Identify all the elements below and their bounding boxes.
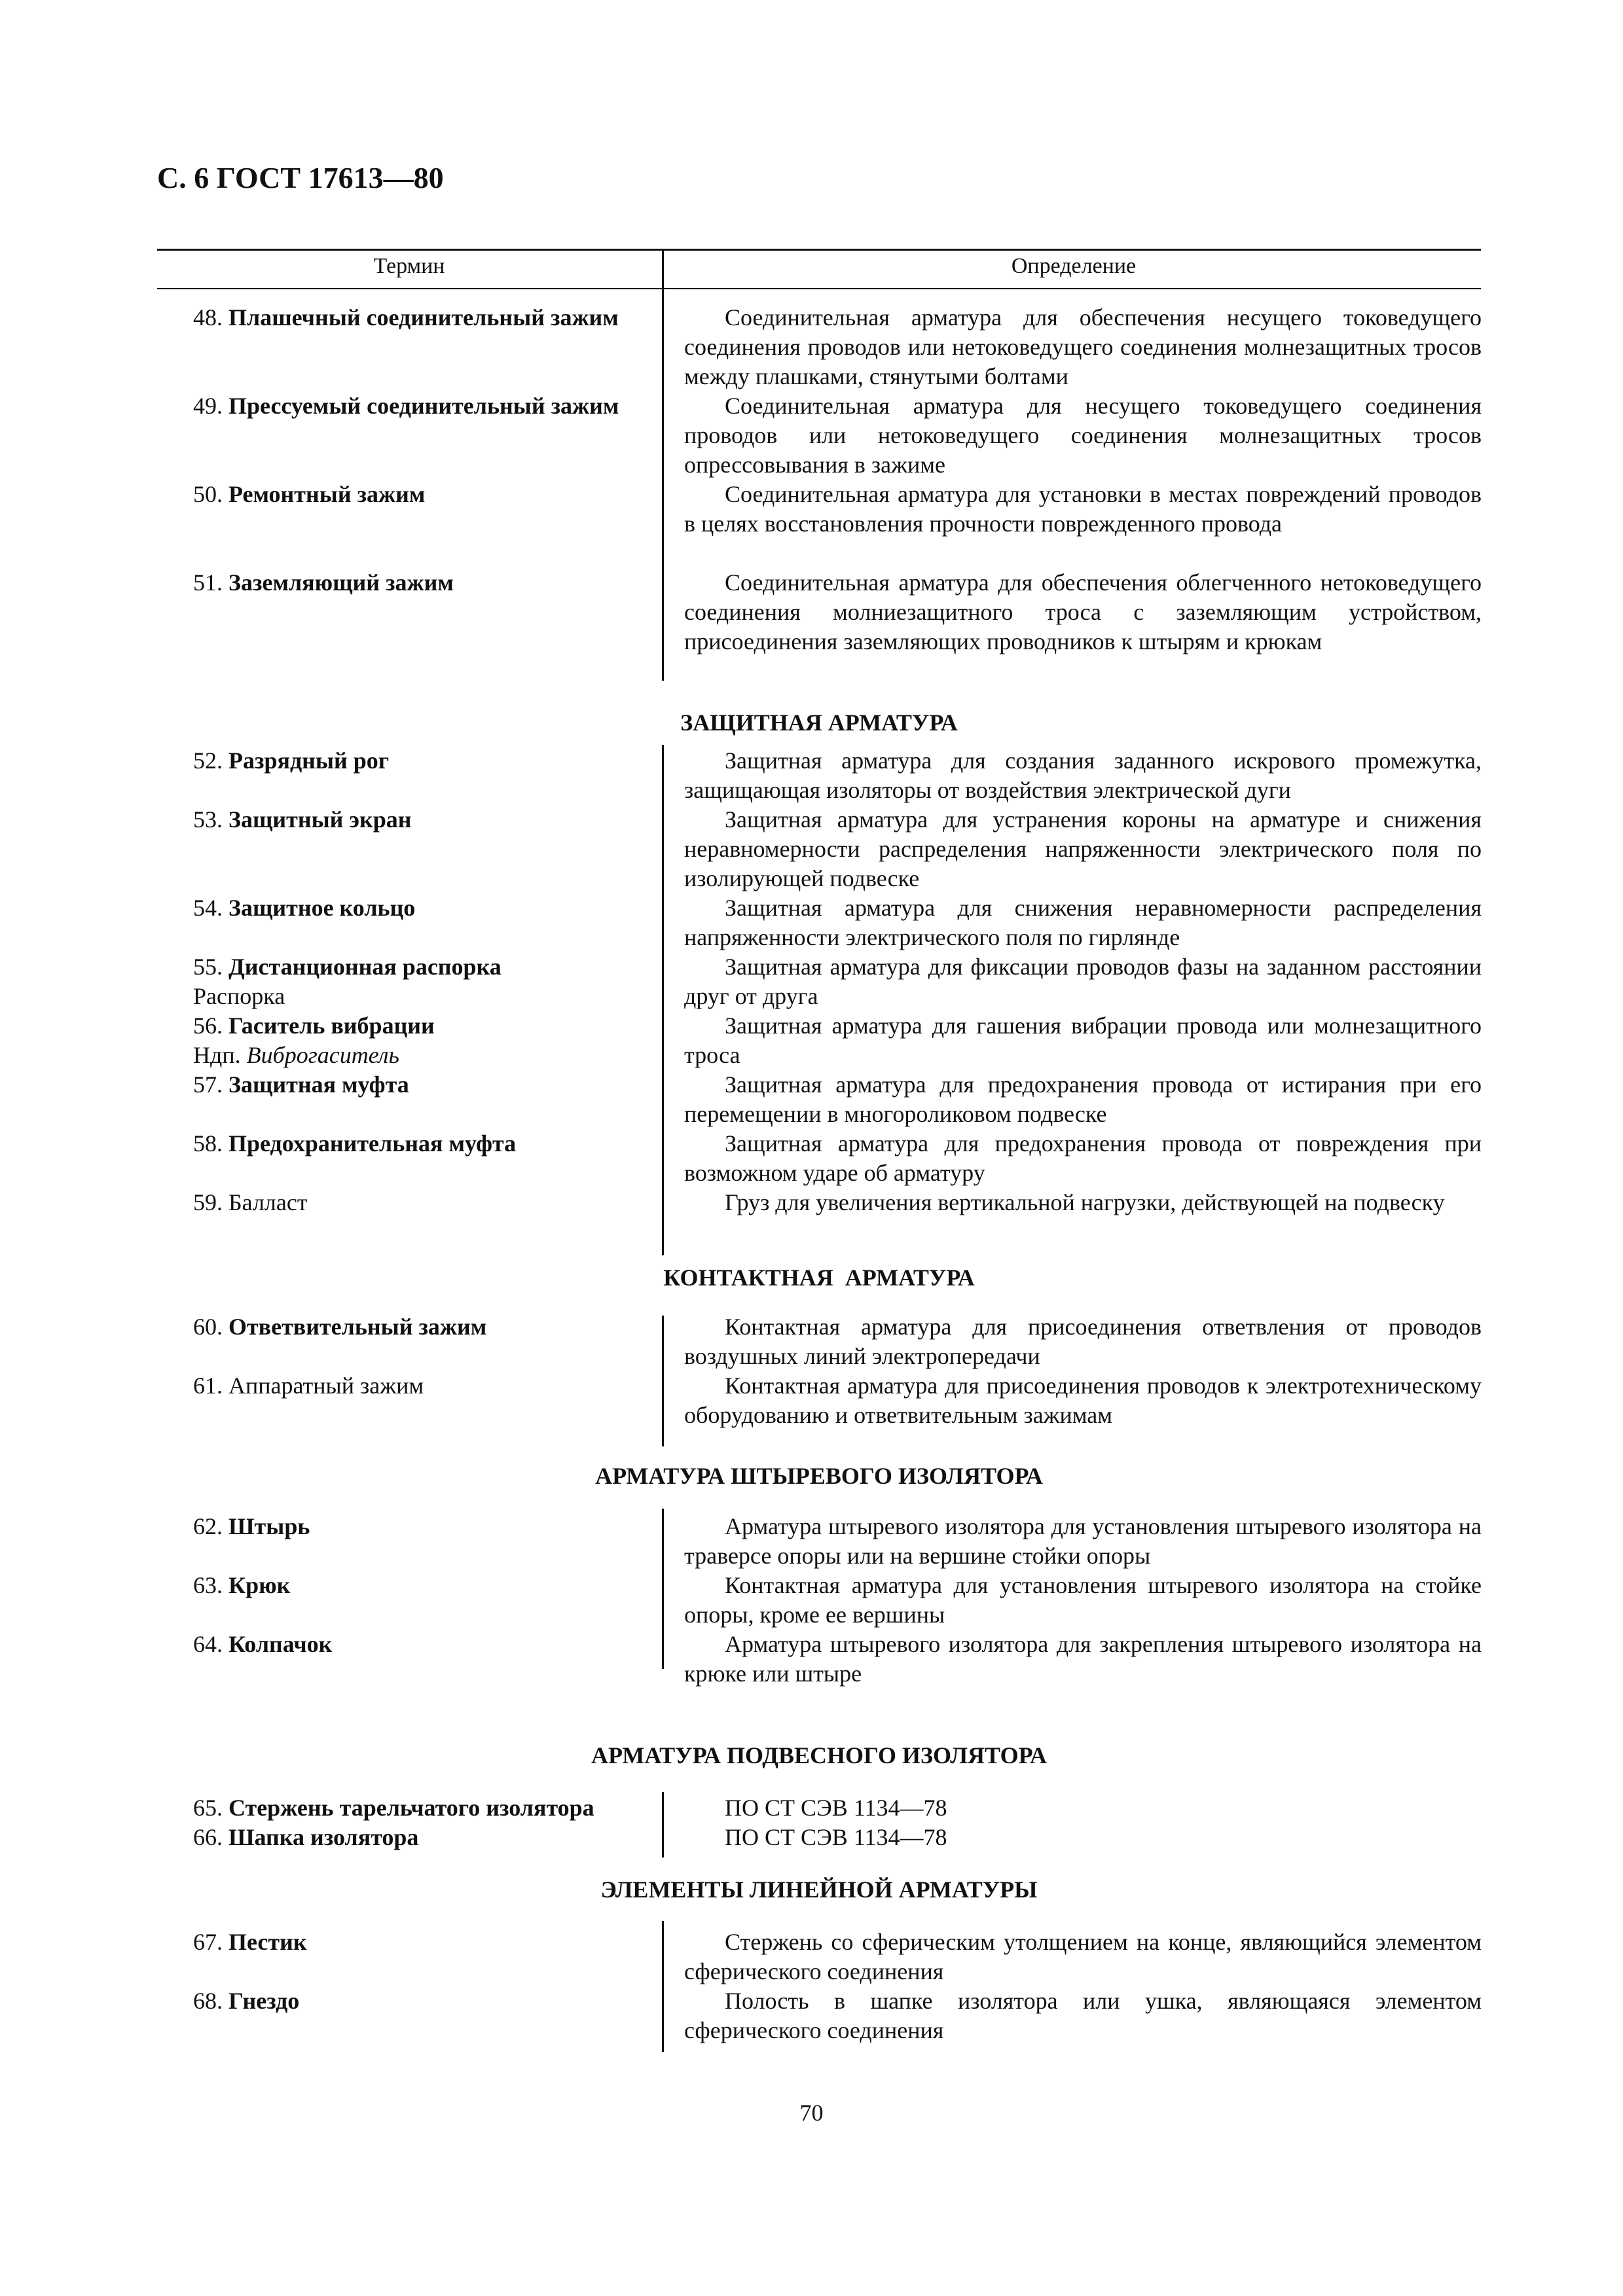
section-title: АРМАТУРА ПОДВЕСНОГО ИЗОЛЯТОРА bbox=[591, 1742, 1047, 1768]
definition-row: ПО СТ СЭВ 1134—78 bbox=[725, 1824, 947, 1850]
term-row: 49. Прессуемый соединительный зажим bbox=[193, 393, 619, 419]
column-header-term: Термин bbox=[373, 254, 445, 278]
section-title: КОНТАКТНАЯ АРМАТУРА bbox=[663, 1265, 975, 1291]
definition-row: Соединительная арматура для несущего токоведущего соединения проводов или нетоковедущего соединения молнезащитных тросов опрессовывания в зажиме bbox=[684, 393, 1482, 478]
definition-row: Защитная арматура для гашения вибрации провода или молнезащитного троса bbox=[684, 1013, 1482, 1068]
term-row: 58. Предохранительная муфта bbox=[193, 1130, 517, 1157]
term-row: 67. Пестик bbox=[193, 1929, 307, 1955]
definition-row: Защитная арматура для фиксации проводов фазы на заданном расстоянии друг от друга bbox=[684, 954, 1482, 1009]
column-divider bbox=[662, 1792, 664, 1857]
page-header: С. 6 ГОСТ 17613—80 bbox=[157, 161, 444, 194]
table-header-rule bbox=[157, 288, 1481, 289]
definition-row: Защитная арматура для предохранения провода от повреждения при возможном ударе об арматуру bbox=[684, 1130, 1482, 1186]
term-row: 62. Штырь bbox=[193, 1513, 310, 1539]
term-row: 50. Ремонтный зажим bbox=[193, 481, 426, 507]
section-title: ЭЛЕМЕНТЫ ЛИНЕЙНОЙ АРМАТУРЫ bbox=[600, 1876, 1038, 1903]
term-row: 64. Колпачок bbox=[193, 1631, 333, 1657]
definition-row: Соединительная арматура для обеспечения облегченного нетоковедущего соединения молниезащитного троса с заземляющим устройством, присоединения заземляющих проводников к штырям и крюкам bbox=[684, 569, 1482, 655]
definition-row: Стержень со сферическим утолщением на конце, являющийся элементом сферического соединения bbox=[684, 1929, 1482, 1984]
definition-row: Контактная арматура для установления штыревого изолятора на стойке опоры, кроме ее вершины bbox=[684, 1572, 1482, 1628]
table-top-rule bbox=[157, 249, 1481, 251]
term-row: 57. Защитная муфта bbox=[193, 1071, 409, 1098]
term-row: 68. Гнездо bbox=[193, 1988, 300, 2014]
definition-row: Защитная арматура для предохранения провода от истирания при его перемещении в многороликовом подвеске bbox=[684, 1071, 1482, 1127]
definition-row: Защитная арматура для создания заданного искрового промежутка, защищающая изоляторы от воздействия электрической дуги bbox=[684, 747, 1482, 803]
column-divider bbox=[662, 1509, 664, 1669]
definition-row: Арматура штыревого изолятора для закрепления штыревого изолятора на крюке или штыре bbox=[684, 1631, 1482, 1687]
term-row: 60. Ответвительный зажим bbox=[193, 1314, 487, 1340]
term-row: 52. Разрядный рог bbox=[193, 747, 390, 774]
page-number: 70 bbox=[799, 2100, 824, 2126]
term-row: 54. Защитное кольцо bbox=[193, 895, 416, 921]
column-divider bbox=[662, 745, 664, 1255]
definition-row: Защитная арматура для снижения неравномерности распределения напряженности электрического поля по гирлянде bbox=[684, 895, 1482, 950]
column-divider bbox=[662, 1316, 664, 1446]
term-row: 48. Плашечный соединительный зажим bbox=[193, 304, 619, 331]
term-row: 65. Стержень тарельчатого изолятора bbox=[193, 1795, 594, 1821]
definition-row: Контактная арматура для присоединения ответвления от проводов воздушных линий электропередачи bbox=[684, 1314, 1482, 1369]
column-header-definition: Определение bbox=[1011, 254, 1137, 278]
definition-row: Соединительная арматура для обеспечения несущего токоведущего соединения проводов или нетоковедущего соединения молнезащитных тросов между плашками, стянутыми болтами bbox=[684, 304, 1482, 389]
term-row: 66. Шапка изолятора bbox=[193, 1824, 419, 1850]
term-row: 63. Крюк bbox=[193, 1572, 291, 1598]
column-divider bbox=[662, 1921, 664, 2052]
section-title: АРМАТУРА ШТЫРЕВОГО ИЗОЛЯТОРА bbox=[595, 1463, 1043, 1489]
section-title: ЗАЩИТНАЯ АРМАТУРА bbox=[680, 709, 958, 736]
definition-row: Полость в шапке изолятора или ушка, являющаяся элементом сферического соединения bbox=[684, 1988, 1482, 2043]
term-row: 53. Защитный экран bbox=[193, 806, 412, 833]
definition-row: Груз для увеличения вертикальной нагрузки, действующей на подвеску bbox=[725, 1189, 1445, 1215]
definition-row: Соединительная арматура для установки в местах повреждений проводов в целях восстановления прочности поврежденного провода bbox=[684, 481, 1482, 537]
column-divider bbox=[662, 249, 664, 681]
definition-row: Контактная арматура для присоединения проводов к электротехническому оборудованию и ответвительным зажимам bbox=[684, 1372, 1482, 1428]
definition-row: Защитная арматура для устранения короны на арматуре и снижения неравномерности распределения напряженности электрического поля по изолирующей подвеске bbox=[684, 806, 1482, 891]
term-row: 55. Дистанционная распорка Распорка bbox=[193, 954, 501, 1009]
definition-row: Арматура штыревого изолятора для установления штыревого изолятора на траверсе опоры или на вершине стойки опоры bbox=[684, 1513, 1482, 1569]
term-row: 59. Балласт bbox=[193, 1189, 308, 1215]
term-row: 56. Гаситель вибрации Ндп. Виброгаситель bbox=[193, 1013, 435, 1068]
term-row: 61. Аппаратный зажим bbox=[193, 1372, 424, 1399]
definition-row: ПО СТ СЭВ 1134—78 bbox=[725, 1795, 947, 1821]
term-row: 51. Заземляющий зажим bbox=[193, 569, 454, 596]
